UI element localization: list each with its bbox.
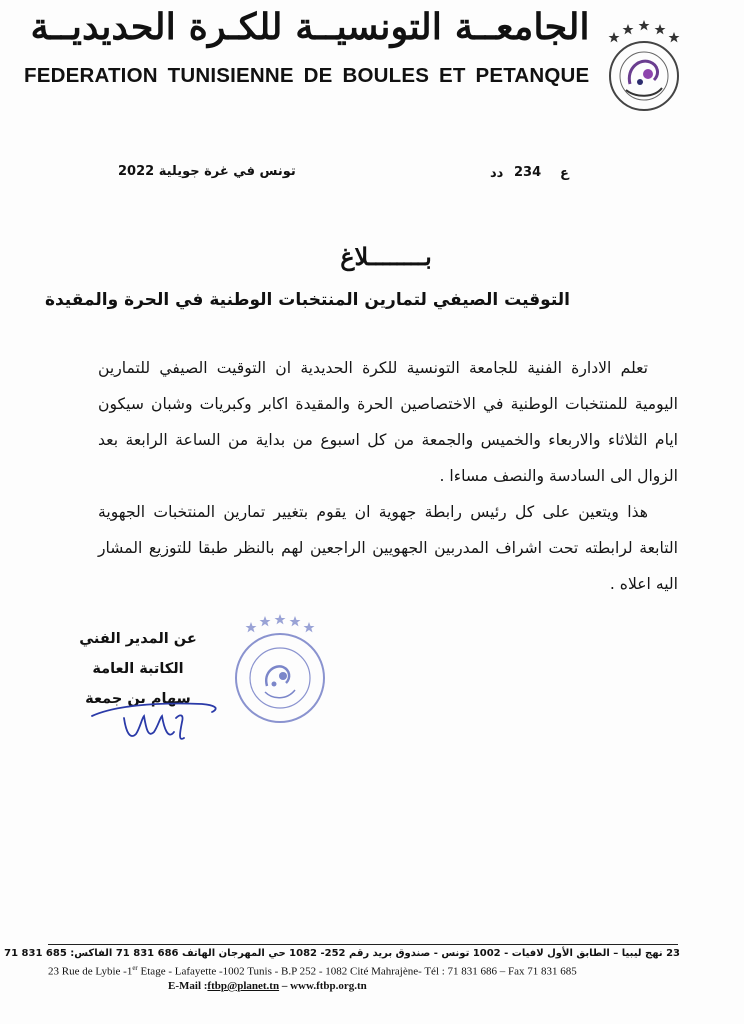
- footer-address-sup: er: [132, 964, 138, 972]
- document-subject: التوقيت الصيفي لتمارين المنتخبات الوطنية في الحرة والمقيدة: [44, 290, 570, 310]
- signature-role: الكاتبة العامة: [92, 661, 184, 677]
- federation-name-french: FEDERATION TUNISIENNE DE BOULES ET PETANQUE: [24, 64, 590, 87]
- footer-address-arabic: 23 نهج ليبيا – الطابق الأول لافيات - 1002 تونس - صندوق بريد رقم 252- 1082 حي المهرجان الهاتف 686 831 71 الفاكس: 685 831 71: [4, 948, 680, 959]
- federation-stamp-icon: [225, 612, 335, 727]
- footer-address-part1: 23 Rue de Lybie -1: [48, 965, 133, 978]
- document-date: تونس في غرة جويلية 2022: [118, 164, 296, 179]
- body-paragraph-1: تعلم الادارة الفنية للجامعة التونسية للكرة الحديدية ان التوقيت الصيفي للتمارين اليومية للمنتخبات الوطنية في الاختصاصين الحرة والمقيدة اكابر وكبريات وشبان سيكون ايام الثلاثاء والاربعاء والخميس والجمعة من كل اسبوع من بداية من الساعة الرابعة بعد الزوال الى السادسة والنصف مساءا .: [98, 359, 678, 485]
- email-link[interactable]: ftbp@planet.tn: [207, 980, 280, 992]
- body-paragraph-2: هذا ويتعين على كل رئيس رابطة جهوية ان يقوم بتغيير تمارين المنتخبات الجهوية التابعة لرابطته تحت اشراف المدربين الجهويين الراجعين لهم بالنظر طبقا للتوزيع المشار اليه اعلاه .: [98, 503, 678, 593]
- email-label: E-Mail :: [168, 980, 208, 992]
- footer-address-french: [48, 964, 577, 978]
- reference-suffix: دد: [490, 166, 504, 181]
- footer-contact: [168, 980, 367, 992]
- signature-name: سهام بن جمعة: [85, 691, 191, 707]
- federation-name-arabic: الجامعــة التونسيــة للكـرة الحديديــة: [30, 6, 590, 48]
- reference-number: 234: [514, 165, 542, 180]
- document-title: [0, 242, 744, 271]
- website-link[interactable]: – www.ftbp.org.tn: [279, 980, 367, 992]
- reference-label: ع: [560, 166, 569, 181]
- handwritten-signature: [84, 688, 234, 758]
- federation-logo-icon: [596, 18, 692, 114]
- footer-divider: [48, 944, 678, 945]
- document-body: [98, 350, 678, 602]
- document-title-text: بــــــــلاغ: [340, 242, 432, 271]
- signature-on-behalf: عن المدير الفني: [79, 631, 197, 647]
- footer-address-part2: Etage - Lafayette -1002 Tunis - B.P 252 - 1082 Cité Mahrajène- Tél : 71 831 686 – Fax 71 831 685: [137, 965, 577, 978]
